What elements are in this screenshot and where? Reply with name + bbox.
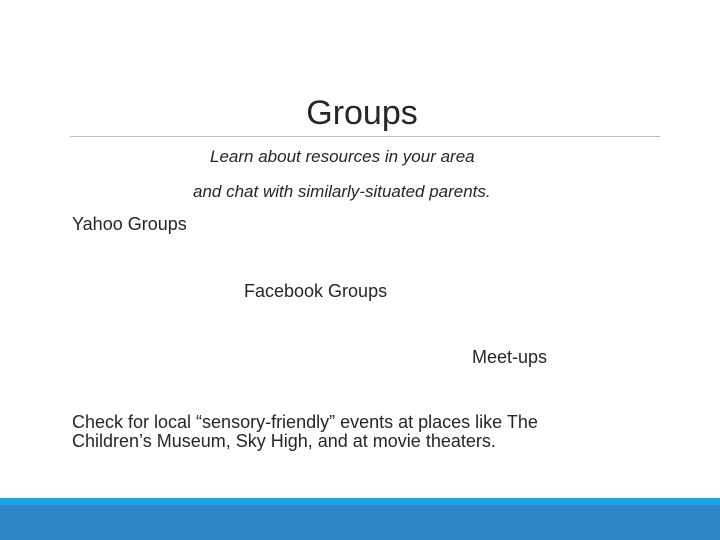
item-meet-ups: Meet-ups — [472, 347, 548, 367]
note-line-2: Children’s Museum, Sky High, and at movie theaters. — [72, 431, 496, 451]
title-divider — [70, 136, 660, 137]
item-yahoo-groups: Yahoo Groups — [72, 214, 187, 234]
item-facebook-groups: Facebook Groups — [244, 281, 388, 301]
footer-accent-stripe — [0, 498, 720, 505]
subtitle-line-2: and chat with similarly-situated parents. — [193, 182, 491, 201]
note-line-1: Check for local “sensory-friendly” events at places like The — [72, 412, 538, 432]
subtitle-line-1: Learn about resources in your area — [210, 147, 475, 166]
sensory-friendly-note — [72, 413, 652, 451]
slide-title: Groups — [306, 94, 418, 132]
